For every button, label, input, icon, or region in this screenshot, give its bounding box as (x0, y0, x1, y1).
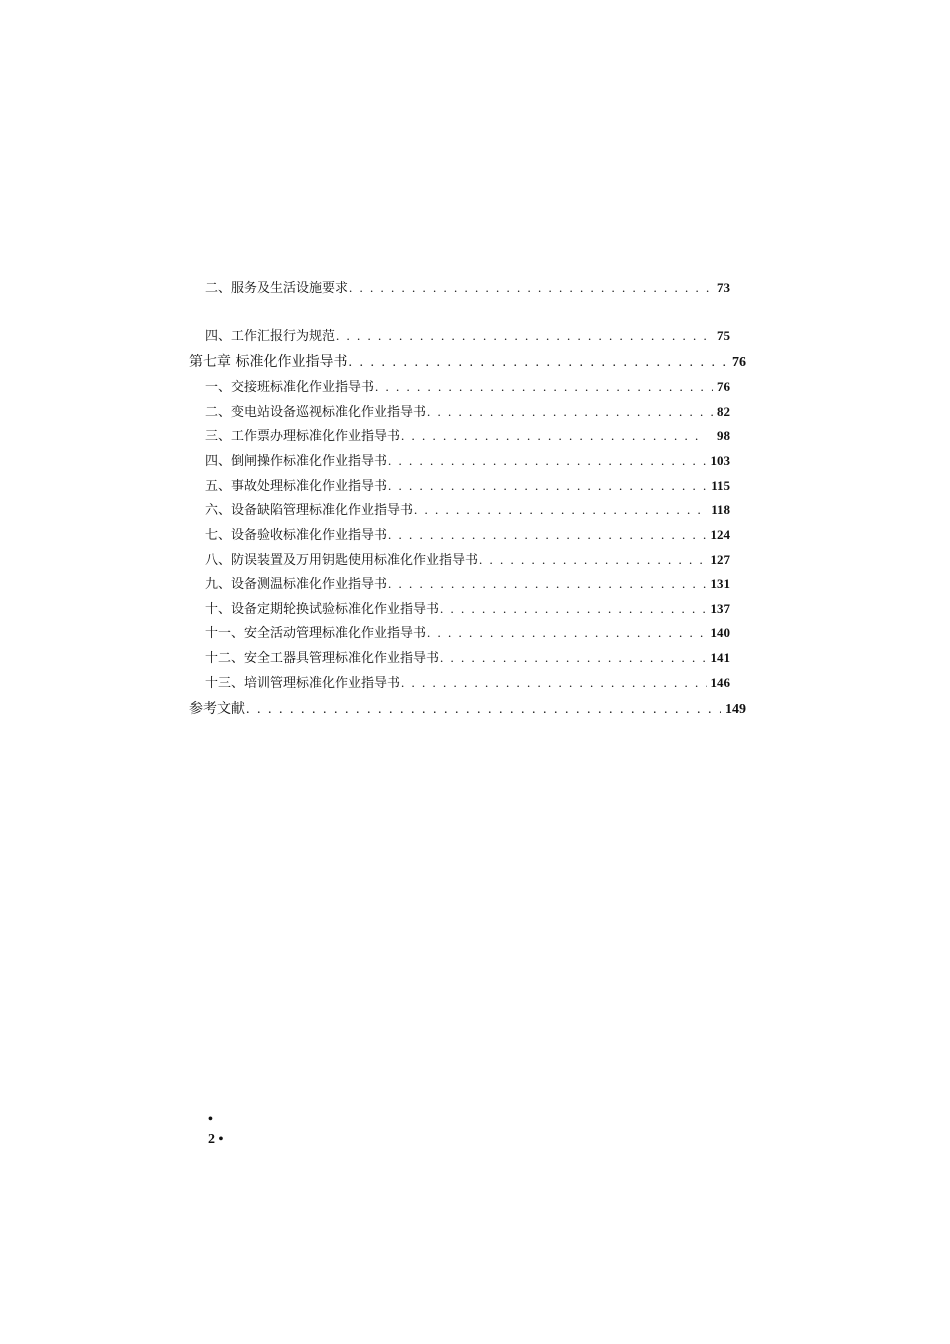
toc-entry-page: 76 (732, 355, 746, 370)
toc-leader-dots (387, 526, 706, 544)
toc-entry-title: 十、设备定期轮换试验标准化作业指导书 (205, 602, 440, 617)
toc-entry[interactable] (205, 477, 730, 496)
toc-entry[interactable] (205, 575, 730, 594)
toc-entry[interactable] (205, 403, 730, 422)
toc-entry-page: 82 (717, 404, 730, 419)
toc-entry[interactable] (205, 674, 730, 693)
toc-leader-dots (374, 378, 713, 396)
toc-leader-dots (426, 624, 706, 642)
toc-entry[interactable] (205, 378, 730, 397)
toc-entry[interactable] (205, 649, 730, 668)
footer-bullet: • (208, 1112, 213, 1127)
toc-entry-page: 98 (717, 428, 730, 443)
toc-leader-dots (335, 327, 713, 345)
toc-leader-dots (426, 403, 713, 421)
toc-entry-title: 十二、安全工器具管理标准化作业指导书 (205, 651, 440, 666)
toc-entry-page: 118 (711, 502, 730, 517)
toc-entry-page: 75 (717, 328, 730, 343)
page-number: 2 • (208, 1132, 224, 1147)
toc-leader-dots (348, 279, 713, 297)
toc-entry-title: 二、变电站设备巡视标准化作业指导书 (205, 405, 427, 420)
toc-leader-dots (400, 427, 699, 445)
toc-entry-page: 76 (717, 379, 730, 394)
toc-entry-title: 六、设备缺陷管理标准化作业指导书 (205, 503, 414, 518)
toc-leader-dots (439, 649, 706, 667)
toc-entry-title: 二、服务及生活设施要求 (205, 281, 349, 296)
toc-leader-dots (387, 477, 707, 495)
toc-entry[interactable] (205, 427, 730, 446)
toc-entry-title: 第七章 标准化作业指导书 (189, 354, 348, 370)
toc-entry-page: 149 (725, 702, 746, 717)
toc-entry-title: 九、设备测温标准化作业指导书 (205, 577, 388, 592)
toc-entry-title: 八、防误装置及万用钥匙使用标准化作业指导书 (205, 553, 479, 568)
toc-entry[interactable] (205, 452, 730, 471)
toc-entry-title: 七、设备验收标准化作业指导书 (205, 528, 388, 543)
toc-entry[interactable] (205, 327, 730, 346)
toc-entry[interactable] (205, 501, 730, 520)
toc-entry-page: 115 (711, 478, 730, 493)
toc-entry-page: 124 (710, 527, 730, 542)
toc-entry-page: 141 (710, 650, 730, 665)
toc-entry-page: 137 (710, 601, 730, 616)
toc-entry-page: 146 (710, 675, 730, 690)
toc-entry-title: 十一、安全活动管理标准化作业指导书 (205, 626, 427, 641)
toc-entry-title: 五、事故处理标准化作业指导书 (205, 479, 388, 494)
toc-leader-dots (439, 600, 706, 618)
toc-entry[interactable] (205, 526, 730, 545)
toc-entry-page: 73 (717, 280, 730, 295)
toc-entry-title: 参考文献 (189, 701, 245, 717)
toc-entry[interactable] (205, 600, 730, 619)
toc-leader-dots (413, 501, 707, 519)
toc-entry-title: 四、工作汇报行为规范 (205, 329, 336, 344)
toc-entry[interactable] (205, 624, 730, 643)
toc-entry-title: 一、交接班标准化作业指导书 (205, 380, 375, 395)
toc-leader-dots (245, 701, 721, 719)
toc-leader-dots (347, 354, 728, 372)
toc-leader-dots (387, 452, 706, 470)
toc-entry-title: 十三、培训管理标准化作业指导书 (205, 676, 401, 691)
toc-leader-dots (478, 551, 706, 569)
toc-entry[interactable] (205, 279, 730, 298)
toc-leader-dots (387, 575, 706, 593)
toc-entry-page: 131 (710, 576, 730, 591)
toc-entry[interactable] (205, 551, 730, 570)
page-footer (208, 1110, 223, 1150)
toc-entry-page: 103 (710, 453, 730, 468)
toc-entry-page: 140 (710, 625, 730, 640)
toc-entry-page: 127 (710, 552, 730, 567)
toc-entry-title: 四、倒闸操作标准化作业指导书 (205, 454, 388, 469)
toc-entry-title: 三、工作票办理标准化作业指导书 (205, 429, 401, 444)
toc-chapter-entry[interactable] (189, 353, 746, 372)
toc-chapter-entry[interactable] (189, 700, 746, 719)
toc-leader-dots (400, 674, 706, 692)
